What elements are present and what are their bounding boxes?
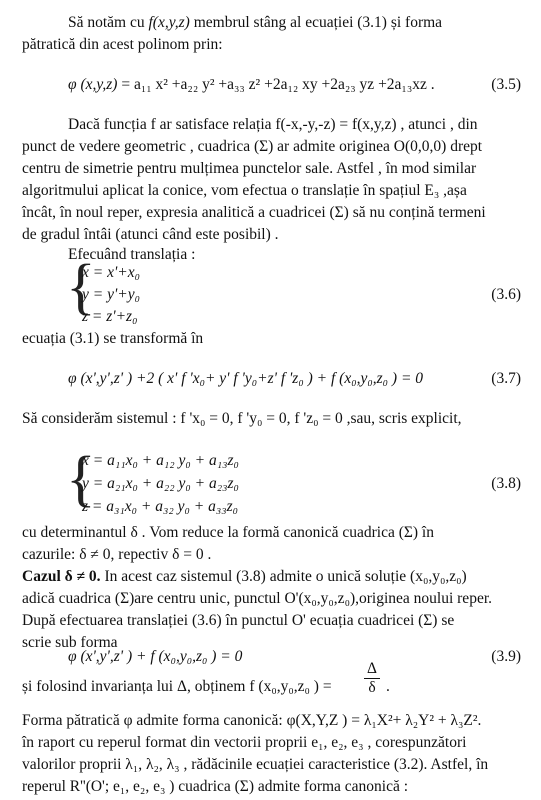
- p5-line1: cu determinantul δ . Vom reduce la formă canonică cuadrica (Σ) în: [22, 524, 434, 541]
- p8-line1: Forma pătratică φ admite forma canonică: φ(X,Y,Z ) = λ₁X²+ λ₂Y² + λ₃Z².: [22, 712, 482, 729]
- fraction-denominator: δ: [364, 678, 380, 697]
- eq-3-8-number: (3.8): [491, 475, 521, 492]
- p2-line1: Dacă funcția f ar satisface relația f(-x,-y,-z) = f(x,y,z) , atunci , din: [68, 116, 478, 133]
- p1-text-b: membrul stâng al ecuației (3.1) și forma: [193, 14, 443, 31]
- p1-text-a: Să notăm cu: [68, 14, 145, 31]
- fraction: [364, 660, 380, 697]
- p6-line3: După efectuarea translației (3.6) în punctul O' ecuația cuadricei (Σ) se: [22, 612, 455, 629]
- p2-line5: încât, în noul reper, expresia analitică a cuadricei (Σ) să nu conțină termeni: [22, 204, 486, 221]
- p1-func: f(x,y,z): [148, 14, 190, 31]
- eq-3-7: φ (x',y',z' ) +2 ( x' f 'x₀+ y' f 'y₀+z' f 'z₀ ) + f (x₀,y₀,z₀ ) = 0: [68, 370, 424, 387]
- eq-3-5-lhs: φ (x,y,z): [68, 76, 118, 93]
- p8-line3: valorilor proprii λ₁, λ₂, λ₃ , rădăcinile ecuației caracteristice (3.2). Astfel, în: [22, 756, 489, 773]
- eq-3-6-line3: z = z'+z₀: [82, 308, 138, 325]
- eq-3-6-number: (3.6): [491, 286, 521, 303]
- eq-3-6-line2: y = y'+y₀: [82, 286, 141, 303]
- p7-end: .: [386, 678, 390, 695]
- p4: Să considerăm sistemul : f 'x₀ = 0, f 'y₀ = 0, f 'z₀ = 0 ,sau, scris explicit,: [22, 410, 462, 427]
- eq-3-5: [68, 76, 435, 94]
- p8-line4: reperul R''(O'; e₁, e₂, e₃ ) cuadrica (Σ) admite forma canonică :: [22, 778, 409, 795]
- eq-3-6-line1: x = x'+x₀: [82, 264, 141, 281]
- eq-3-5-number: (3.5): [491, 76, 521, 93]
- eq-3-7-number: (3.7): [491, 370, 521, 387]
- p2-line4: algoritmului aplicat la conice, vom efectua o translație în spațiul E₃ ,așa: [22, 182, 467, 199]
- fraction-numerator: Δ: [367, 660, 377, 677]
- eq-3-9: φ (x',y',z' ) + f (x₀,y₀,z₀ ) = 0: [68, 648, 243, 665]
- p6-line4: scrie sub forma: [22, 634, 118, 651]
- p7: [22, 678, 332, 696]
- p1-line1: [68, 14, 442, 32]
- eq-3-8-line3: z = a₃₁x₀ + a₃₂ y₀ + a₃₃z₀: [82, 498, 239, 515]
- eq-3-8-line1: x = a₁₁x₀ + a₁₂ y₀ + a₁₃z₀: [82, 452, 239, 469]
- p2-line3: centru de simetrie pentru mulțimea punctelor sale. Astfel , în mod similar: [22, 160, 477, 177]
- eq-3-9-number: (3.9): [491, 648, 521, 665]
- eq-3-8-brace: {: [66, 445, 96, 513]
- eq-3-8-line2: y = a₂₁x₀ + a₂₂ y₀ + a₂₃z₀: [82, 475, 239, 492]
- p3: ecuația (3.1) se transformă în: [22, 330, 204, 347]
- p8-line2: în raport cu reperul format din vectorii proprii e₁, e₂, e₃ , corespunzători: [22, 734, 467, 751]
- p7-text: și folosind invarianța lui Δ, obținem f (x₀,y₀,z₀ ) =: [22, 678, 332, 695]
- p2-line6: de gradul întâi (atunci când este posibil) .: [22, 226, 279, 243]
- eq-3-6-brace: {: [66, 253, 96, 321]
- p2-line7: Efecuând translația :: [68, 246, 196, 263]
- p6-line1: [22, 568, 467, 586]
- case-heading: Cazul δ ≠ 0.: [22, 568, 101, 585]
- p5-line2: cazurile: δ ≠ 0, repectiv δ = 0 .: [22, 546, 212, 563]
- p6-line2: adică cuadrica (Σ)are centru unic, punctul O'(x₀,y₀,z₀),originea noului reper.: [22, 590, 493, 607]
- p1-line2: pătratică din acest polinom prin:: [22, 36, 223, 53]
- eq-3-5-rhs: = a₁₁ x² +a₂₂ y² +a₃₃ z² +2a₁₂ xy +2a₂₃ yz +2a₁₃xz .: [121, 76, 435, 93]
- p6-line1-text: In acest caz sistemul (3.8) admite o unică soluție (x₀,y₀,z₀): [100, 568, 467, 585]
- p2-line2: punct de vedere geometric , cuadrica (Σ) ar admite originea O(0,0,0) drept: [22, 138, 483, 155]
